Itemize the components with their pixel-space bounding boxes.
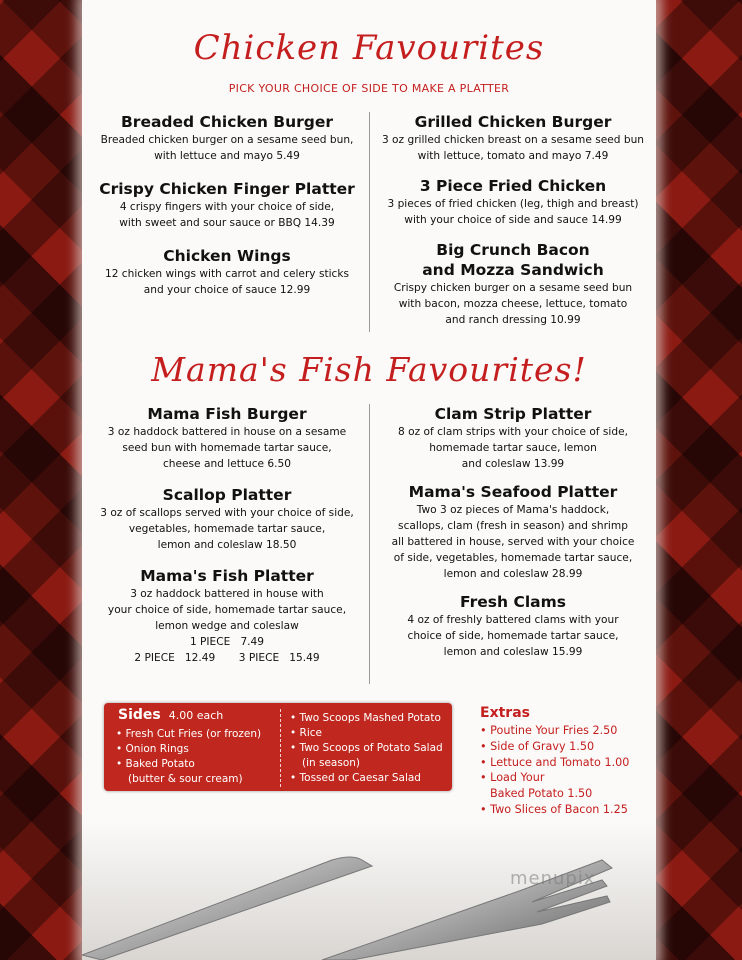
sides-title: Sides — [118, 707, 161, 723]
item-desc: seed bun with homemade tartar sauce, — [122, 442, 332, 454]
item-desc: 3 pieces of fried chicken (leg, thigh and breast) — [387, 198, 639, 210]
item-name: Mama's Seafood Platter — [408, 483, 618, 501]
fish-left-column — [92, 404, 362, 681]
item-desc: lemon wedge and coleslaw — [155, 620, 299, 632]
chicken-column-divider — [369, 112, 370, 332]
item-name: Chicken Wings — [163, 247, 291, 265]
item-desc: lemon and coleslaw 15.99 — [443, 646, 583, 658]
item-name: Crispy Chicken Finger Platter — [99, 180, 355, 198]
item-desc: 3 oz of scallops served with your choice of side, — [100, 507, 354, 519]
menu-item — [92, 179, 362, 231]
chicken-section-title: Chicken Favourites — [193, 28, 545, 68]
list-item: • Lettuce and Tomato 1.00 — [480, 755, 629, 771]
item-name: 3 Piece Fried Chicken — [419, 177, 607, 195]
item-desc: your choice of side, homemade tartar sauce, — [107, 604, 347, 616]
list-item: • Two Scoops of Potato Salad — [290, 741, 443, 756]
item-desc: 8 oz of clam strips with your choice of side, — [398, 426, 628, 438]
menu-item — [92, 404, 362, 472]
item-desc: and ranch dressing 10.99 — [445, 314, 581, 326]
item-desc: Two 3 oz pieces of Mama's haddock, — [416, 504, 610, 516]
extras-title: Extras — [480, 705, 530, 721]
watermark: menupix — [510, 868, 596, 889]
chicken-right-column — [378, 112, 648, 343]
list-item: • Two Scoops Mashed Potato — [290, 711, 443, 726]
item-desc: 3 oz haddock battered in house with — [130, 588, 324, 600]
item-desc: cheese and lettuce 6.50 — [162, 458, 292, 470]
item-desc: 4 oz of freshly battered clams with your — [407, 614, 619, 626]
item-desc: 3 oz haddock battered in house on a sesame — [107, 426, 347, 438]
item-desc: with bacon, mozza cheese, lettuce, tomato — [398, 298, 628, 310]
item-desc: Breaded chicken burger on a sesame seed bun, — [100, 134, 354, 146]
menu-item — [378, 112, 648, 164]
menu-item — [378, 240, 648, 328]
item-name: Mama Fish Burger — [147, 405, 307, 423]
chicken-section-subtitle: PICK YOUR CHOICE OF SIDE TO MAKE A PLATTER — [228, 82, 510, 95]
menu-item — [378, 592, 648, 660]
item-desc: and your choice of sauce 12.99 — [143, 284, 311, 296]
item-desc: lemon and coleslaw 18.50 — [157, 539, 297, 551]
item-name: Scallop Platter — [162, 486, 292, 504]
list-item: • Load Your — [480, 770, 629, 786]
list-item: • Tossed or Caesar Salad — [290, 771, 443, 786]
item-name: Mama's Fish Platter — [140, 567, 314, 585]
item-name: Big Crunch Bacon — [436, 241, 590, 259]
item-desc: 12 chicken wings with carrot and celery sticks — [104, 268, 350, 280]
item-desc: with sweet and sour sauce or BBQ 14.39 — [119, 217, 335, 229]
sides-box — [104, 703, 452, 791]
item-desc: homemade tartar sauce, lemon — [429, 442, 597, 454]
sides-left-list — [116, 727, 261, 787]
item-desc: and coleslaw 13.99 — [461, 458, 565, 470]
list-item: • Two Slices of Bacon 1.25 — [480, 802, 629, 818]
item-name: Breaded Chicken Burger — [120, 113, 334, 131]
menu-item — [92, 112, 362, 164]
menu-item — [378, 404, 648, 472]
item-desc: all battered in house, served with your choice — [391, 536, 635, 548]
item-desc: 3 oz grilled chicken breast on a sesame seed bun — [381, 134, 645, 146]
item-name: Clam Strip Platter — [434, 405, 592, 423]
fish-section-title: Mama's Fish Favourites! — [151, 350, 587, 389]
item-desc: Crispy chicken burger on a sesame seed bun — [393, 282, 633, 294]
sides-divider — [280, 709, 281, 787]
list-item-note: (butter & sour cream) — [128, 773, 243, 785]
cutlery-illustration — [82, 820, 656, 960]
list-item: • Side of Gravy 1.50 — [480, 739, 629, 755]
list-item: • Fresh Cut Fries (or frozen) — [116, 727, 261, 742]
item-desc: scallops, clam (fresh in season) and shrimp — [398, 520, 628, 532]
item-name: and Mozza Sandwich — [422, 261, 604, 279]
item-desc: with lettuce, tomato and mayo 7.49 — [417, 150, 609, 162]
list-item: • Baked Potato — [116, 757, 261, 772]
item-name: Grilled Chicken Burger — [414, 113, 612, 131]
item-price: 2 PIECE 12.49 3 PIECE 15.49 — [134, 652, 320, 664]
sides-header — [118, 707, 223, 723]
list-item: • Onion Rings — [116, 742, 261, 757]
list-item-note: (in season) — [302, 757, 361, 769]
item-desc: with lettuce and mayo 5.49 — [154, 150, 300, 162]
item-desc: with your choice of side and sauce 14.99 — [404, 214, 622, 226]
sides-right-list — [290, 711, 443, 786]
menu-page — [82, 0, 656, 960]
menu-item — [92, 485, 362, 553]
item-desc: choice of side, homemade tartar sauce, — [407, 630, 619, 642]
item-name: Fresh Clams — [460, 593, 566, 611]
list-item: Baked Potato 1.50 — [490, 787, 593, 801]
item-price: 1 PIECE 7.49 — [189, 636, 265, 648]
fish-right-column — [378, 404, 648, 675]
item-desc: lemon and coleslaw 28.99 — [443, 568, 583, 580]
item-desc: of side, vegetables, homemade tartar sauce, — [393, 552, 633, 564]
list-item: • Poutine Your Fries 2.50 — [480, 723, 629, 739]
extras-list — [480, 723, 629, 818]
extras-section — [480, 705, 629, 818]
fish-column-divider — [369, 404, 370, 684]
menu-item — [92, 566, 362, 666]
item-desc: 4 crispy fingers with your choice of side, — [119, 201, 335, 213]
list-item: • Rice — [290, 726, 443, 741]
item-desc: vegetables, homemade tartar sauce, — [128, 523, 326, 535]
sides-price: 4.00 each — [168, 709, 224, 722]
menu-item — [378, 482, 648, 582]
menu-item — [92, 246, 362, 298]
chicken-left-column — [92, 112, 362, 313]
menu-item — [378, 176, 648, 228]
